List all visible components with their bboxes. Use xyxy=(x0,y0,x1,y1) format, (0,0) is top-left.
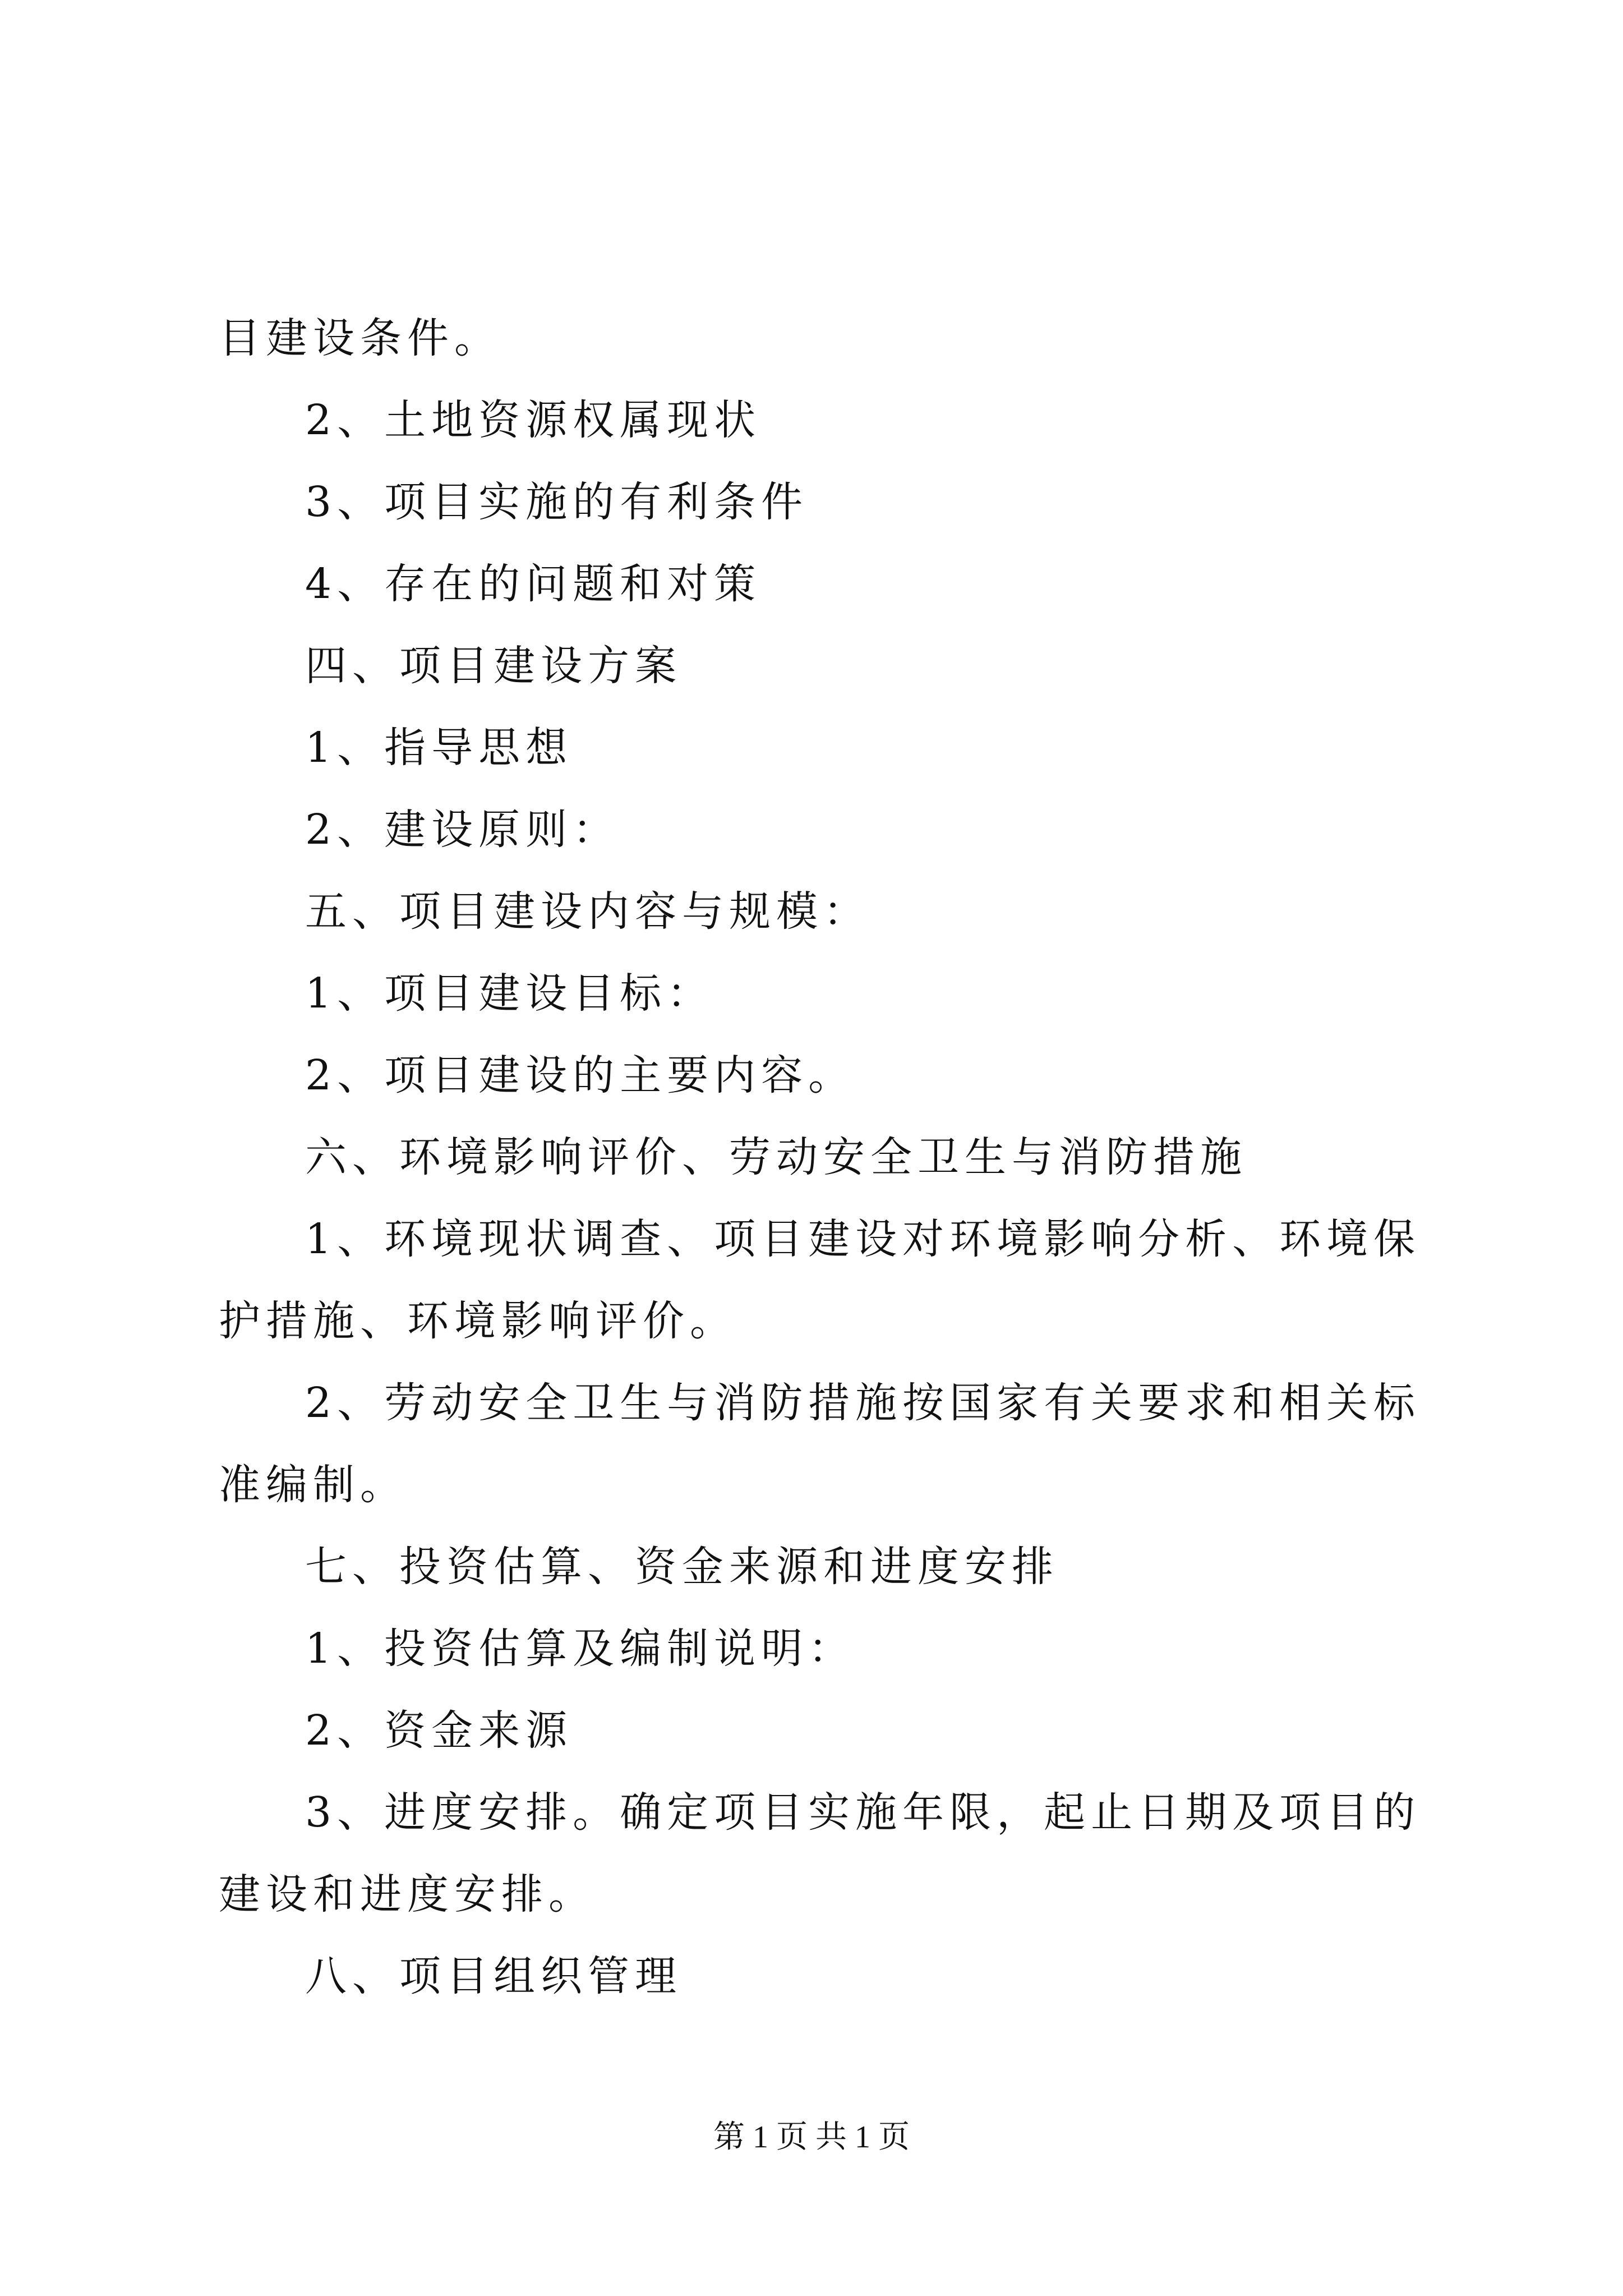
section-heading: 五、项目建设内容与规模： xyxy=(305,887,870,936)
paragraph-item: 3、项目实施的有利条件 xyxy=(305,478,809,526)
page-footer: 第 1 页 共 1 页 xyxy=(713,2120,910,2155)
section-heading: 八、项目组织管理 xyxy=(305,1952,682,2000)
section-heading: 六、环境影响评价、劳动安全卫生与消防措施 xyxy=(305,1133,1247,1181)
paragraph-item: 2、资金来源 xyxy=(305,1706,573,1755)
paragraph-item: 2、项目建设的主要内容。 xyxy=(305,1051,856,1099)
document-body xyxy=(219,297,1430,2017)
paragraph-item: 2、劳动安全卫生与消防措施按国家有关要求和相关标准编制。 xyxy=(219,1379,1421,1509)
paragraph-item: 2、土地资源权属现状 xyxy=(305,396,762,444)
paragraph-item: 1、项目建设目标： xyxy=(305,969,714,1018)
section-heading: 四、项目建设方案 xyxy=(305,642,682,690)
paragraph-item: 1、指导思想 xyxy=(305,724,573,772)
paragraph-item: 1、投资估算及编制说明： xyxy=(305,1625,856,1673)
section-heading: 七、投资估算、资金来源和进度安排 xyxy=(305,1543,1059,1591)
paragraph-continuation: 目建设条件。 xyxy=(219,314,501,362)
paragraph-item: 3、进度安排。确定项目实施年限，起止日期及项目的建设和进度安排。 xyxy=(219,1788,1421,1918)
paragraph-item: 1、环境现状调查、项目建设对环境影响分析、环境保护措施、环境影响评价。 xyxy=(219,1215,1421,1345)
paragraph-item: 2、建设原则： xyxy=(305,806,620,854)
paragraph-item: 4、存在的问题和对策 xyxy=(305,560,762,608)
